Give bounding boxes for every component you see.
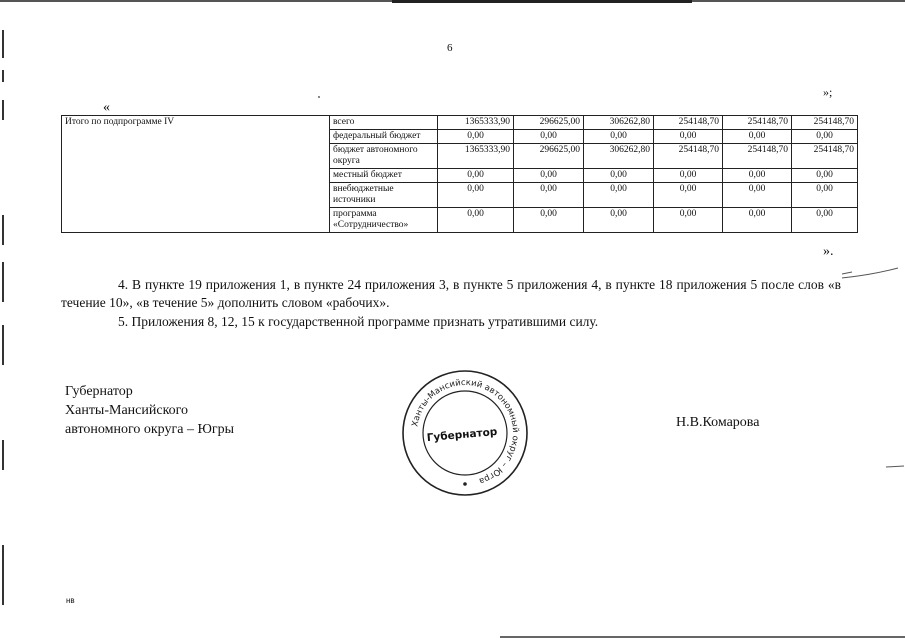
amount-cell: 0,00 xyxy=(654,208,723,233)
page-edge-bottom xyxy=(500,636,905,638)
amount-cell: 0,00 xyxy=(792,169,858,183)
amount-cell: 0,00 xyxy=(723,130,792,144)
closing-quote-bottom: ». xyxy=(823,244,834,259)
page-edge-left-mark xyxy=(2,325,4,365)
seal-center-text: Губернатор xyxy=(426,425,498,445)
page-edge-left-mark xyxy=(2,440,4,470)
seal-ring-text: Ханты-Мансийский автономный округ – Югра xyxy=(410,377,521,486)
funding-source-cell: внебюджетные источники xyxy=(330,183,438,208)
amount-cell: 306262,80 xyxy=(584,116,654,130)
amount-cell: 306262,80 xyxy=(584,144,654,169)
amount-cell: 0,00 xyxy=(514,183,584,208)
page-edge-left-mark xyxy=(2,30,4,58)
amount-cell: 0,00 xyxy=(792,208,858,233)
amount-cell: 0,00 xyxy=(792,130,858,144)
amount-cell: 0,00 xyxy=(514,169,584,183)
amount-cell: 0,00 xyxy=(723,169,792,183)
amount-cell: 0,00 xyxy=(723,208,792,233)
closing-quote-top: »; xyxy=(823,85,833,99)
signatory-title-line: автономного округа – Югры xyxy=(65,422,234,437)
table-row xyxy=(62,116,858,130)
signatory-title-line: Губернатор xyxy=(65,384,133,399)
page-edge-left-mark xyxy=(2,545,4,605)
funding-source-cell: всего xyxy=(330,116,438,130)
signatory-title-line: Ханты-Мансийского xyxy=(65,403,189,418)
opening-quote: « xyxy=(103,100,110,115)
page-edge-left-mark xyxy=(2,100,4,120)
paragraph-4: 4. В пункте 19 приложения 1, в пункте 24 приложения 3, в пункте 5 приложения 4, в пункте 18 приложения 5 после слов «в течение 10», «в течение 5» дополнить словом «рабочих». xyxy=(61,277,841,310)
margin-scribble xyxy=(885,462,905,472)
amount-cell: 254148,70 xyxy=(723,144,792,169)
amount-cell: 0,00 xyxy=(584,183,654,208)
amount-cell: 0,00 xyxy=(438,208,514,233)
page-edge-left-mark xyxy=(2,70,4,82)
amount-cell: 0,00 xyxy=(584,208,654,233)
amount-cell: 0,00 xyxy=(438,169,514,183)
funding-source-cell: бюджет автономного округа xyxy=(330,144,438,169)
amount-cell: 254148,70 xyxy=(723,116,792,130)
table-label-cell: Итого по подпрограмме IV xyxy=(62,116,330,233)
page-edge-top-dark xyxy=(392,0,692,3)
amount-cell: 254148,70 xyxy=(654,116,723,130)
budget-table xyxy=(61,115,858,233)
amount-cell: 296625,00 xyxy=(514,144,584,169)
funding-source-cell: местный бюджет xyxy=(330,169,438,183)
amount-cell: 0,00 xyxy=(654,130,723,144)
signatory-title xyxy=(65,382,234,439)
amount-cell: 0,00 xyxy=(584,130,654,144)
amount-cell: 0,00 xyxy=(723,183,792,208)
amount-cell: 0,00 xyxy=(514,130,584,144)
amount-cell: 296625,00 xyxy=(514,116,584,130)
page-number: 6 xyxy=(447,42,453,54)
official-seal xyxy=(400,368,530,498)
amount-cell: 0,00 xyxy=(654,169,723,183)
amount-cell: 1365333,90 xyxy=(438,116,514,130)
page-edge-left-mark xyxy=(2,215,4,245)
scan-dot xyxy=(318,96,320,98)
amount-cell: 1365333,90 xyxy=(438,144,514,169)
amount-cell: 254148,70 xyxy=(792,144,858,169)
amount-cell: 254148,70 xyxy=(654,144,723,169)
paragraph-5: 5. Приложения 8, 12, 15 к государственной программе признать утратившими силу. xyxy=(118,314,599,329)
footer-code: нв xyxy=(66,596,75,605)
page-edge-left-mark xyxy=(2,262,4,302)
amount-cell: 0,00 xyxy=(654,183,723,208)
amount-cell: 0,00 xyxy=(438,130,514,144)
amount-cell: 0,00 xyxy=(792,183,858,208)
amount-cell: 0,00 xyxy=(584,169,654,183)
amount-cell: 0,00 xyxy=(514,208,584,233)
funding-source-cell: федеральный бюджет xyxy=(330,130,438,144)
funding-source-cell: программа «Сотрудничество» xyxy=(330,208,438,233)
signatory-name: Н.В.Комарова xyxy=(676,415,760,430)
amount-cell: 254148,70 xyxy=(792,116,858,130)
amount-cell: 0,00 xyxy=(438,183,514,208)
margin-scribble xyxy=(840,262,900,282)
seal-star xyxy=(463,482,467,486)
